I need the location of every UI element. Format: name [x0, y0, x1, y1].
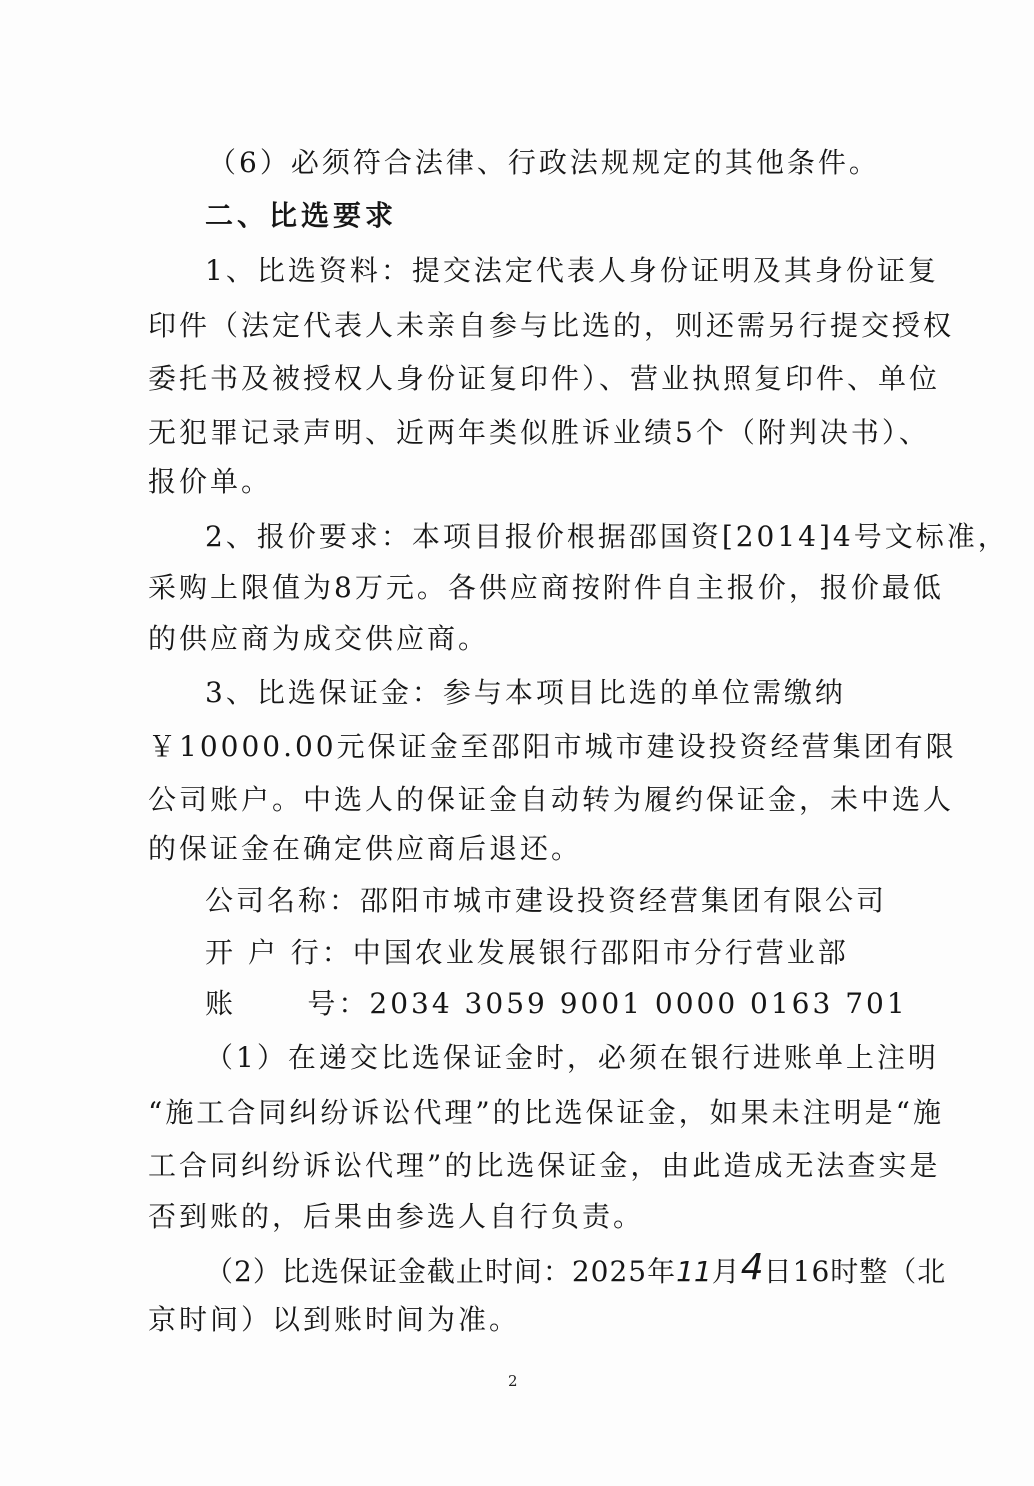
company-name-line: 公司名称：邵阳市城市建设投资经营集团有限公司	[205, 884, 888, 917]
paragraph-2-line-3: 的供应商为成交供应商。	[148, 622, 490, 655]
paragraph-3-line-1: 3、比选保证金：参与本项目比选的单位需缴纳	[205, 676, 846, 709]
note-1-line-1: （1）在递交比选保证金时，必须在银行进账单上注明	[205, 1041, 939, 1074]
section-heading: 二、比选要求	[205, 199, 398, 232]
note-1-line-2: “施工合同纠纷诉讼代理”的比选保证金，如果未注明是“施	[148, 1096, 944, 1129]
handwritten-day: 4	[740, 1247, 764, 1288]
month-unit: 月	[711, 1255, 741, 1288]
deadline-line-2: 京时间）以到账时间为准。	[148, 1303, 521, 1336]
paragraph-1-line-1: 1、比选资料：提交法定代表人身份证明及其身份证复	[205, 254, 939, 287]
note-1-line-3: 工合同纠纷诉讼代理”的比选保证金，由此造成无法查实是	[148, 1149, 941, 1182]
handwritten-month: 11	[676, 1255, 712, 1288]
paragraph-1-line-5: 报价单。	[148, 465, 273, 498]
deadline-line	[205, 1247, 947, 1289]
paragraph-1-line-2: 印件（法定代表人未亲自参与比选的，则还需另行提交授权	[148, 309, 955, 342]
deadline-suffix: 日16时整（北	[763, 1255, 947, 1288]
page-number: 2	[508, 1372, 518, 1390]
account-number-line: 账 号：2034 3059 9001 0000 0163 701	[205, 987, 908, 1020]
condition-6: （6）必须符合法律、行政法规规定的其他条件。	[208, 146, 880, 179]
paragraph-3-line-2: ￥10000.00元保证金至邵阳市城市建设投资经营集团有限	[148, 730, 957, 763]
paragraph-1-line-3: 委托书及被授权人身份证复印件）、营业执照复印件、单位	[148, 362, 941, 395]
deadline-prefix: （2）比选保证金截止时间：2025年	[205, 1255, 677, 1288]
bank-line: 开 户 行：中国农业发展银行邵阳市分行营业部	[205, 936, 849, 969]
paragraph-1-line-4: 无犯罪记录声明、近两年类似胜诉业绩5个（附判决书）、	[148, 416, 930, 449]
paragraph-2-line-1: 2、报价要求：本项目报价根据邵国资[2014]4号文标准，	[205, 520, 1009, 553]
note-1-line-4: 否到账的，后果由参选人自行负责。	[148, 1200, 645, 1233]
paragraph-2-line-2: 采购上限值为8万元。各供应商按附件自主报价，报价最低	[148, 571, 944, 604]
paragraph-3-line-3: 公司账户。中选人的保证金自动转为履约保证金，未中选人	[148, 783, 955, 816]
paragraph-3-line-4: 的保证金在确定供应商后退还。	[148, 832, 583, 865]
